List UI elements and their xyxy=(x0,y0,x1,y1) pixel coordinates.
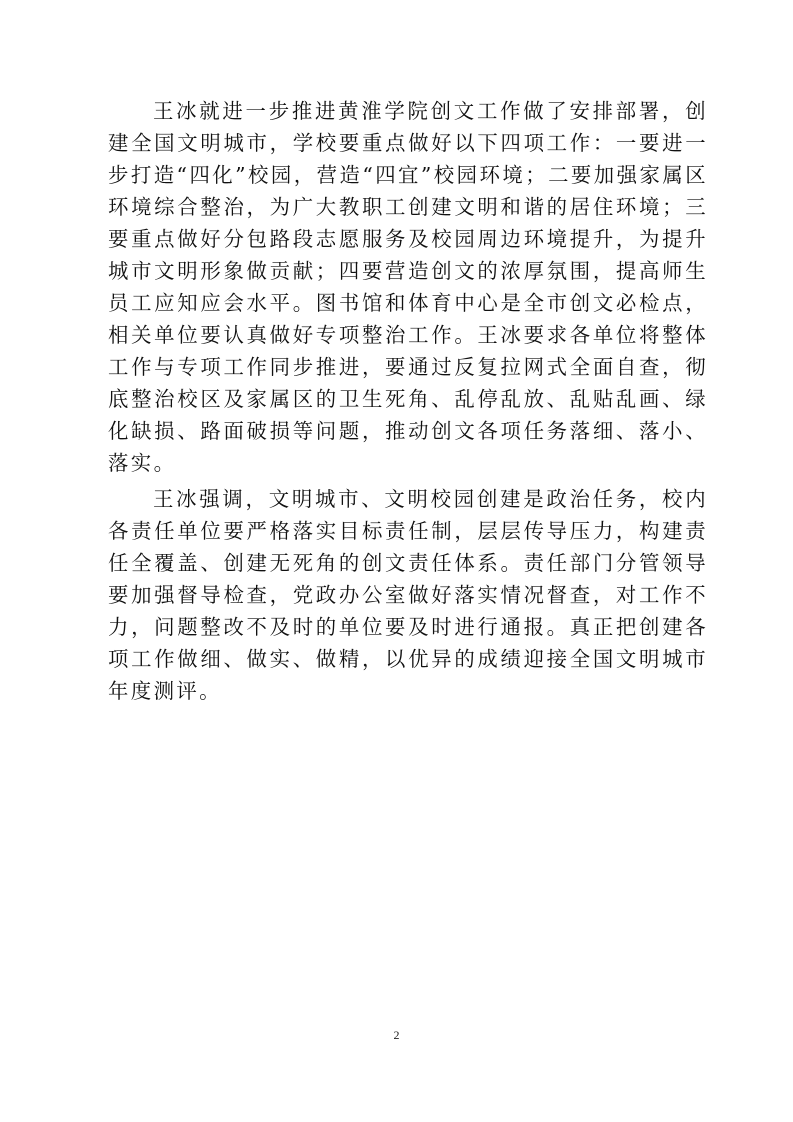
document-body xyxy=(108,95,708,707)
paragraph-1: 王冰就进一步推进黄淮学院创文工作做了安排部署，创建全国文明城市，学校要重点做好以下四项工作：一要进一步打造“四化”校园，营造“四宜”校园环境；二要加强家属区环境综合整治，为广大教职工创建文明和谐的居住环境；三要重点做好分包路段志愿服务及校园周边环境提升，为提升城市文明形象做贡献；四要营造创文的浓厚氛围，提高师生员工应知应会水平。图书馆和体育中心是全市创文必检点，相关单位要认真做好专项整治工作。王冰要求各单位将整体工作与专项工作同步推进，要通过反复拉网式全面自查，彻底整治校区及家属区的卫生死角、乱停乱放、乱贴乱画、绿化缺损、路面破损等问题，推动创文各项任务落细、落小、落实。 xyxy=(108,99,708,475)
page-number: 2 xyxy=(393,1028,400,1042)
paragraph-2: 王冰强调，文明城市、文明校园创建是政治任务，校内各责任单位要严格落实目标责任制，层层传导压力，构建责任全覆盖、创建无死角的创文责任体系。责任部门分管领导要加强督导检查，党政办公室做好落实情况督查，对工作不力，问题整改不及时的单位要及时进行通报。真正把创建各项工作做细、做实、做精，以优异的成绩迎接全国文明城市年度测评。 xyxy=(108,487,708,703)
